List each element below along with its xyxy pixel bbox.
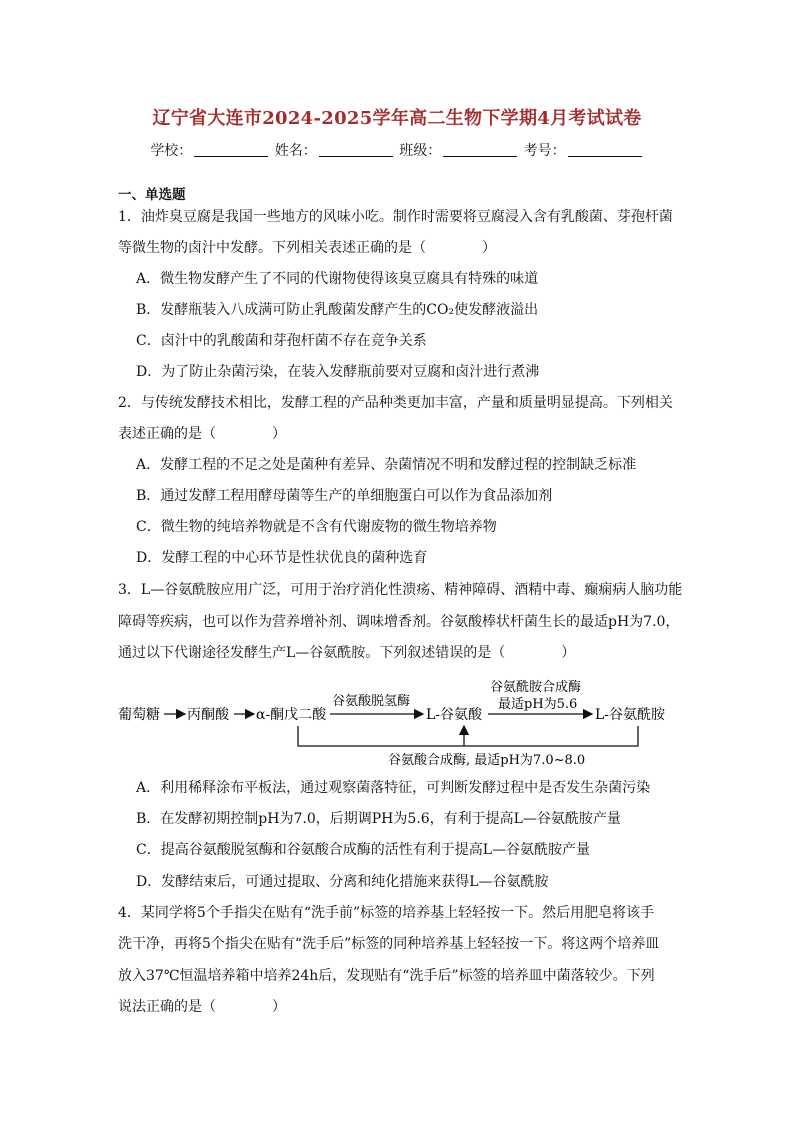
school-label: 学校： [150, 143, 193, 159]
question-2-option-d: D．发酵工程的中心环节是性状优良的菌种选育 [136, 550, 428, 566]
glutamine-node: L-谷氨酰胺 [595, 707, 666, 723]
question-3-option-b: B．在发酵初期控制pH为7.0，后期调PH为5.6，有利于提高L—谷氨酰胺产量 [136, 811, 621, 827]
question-1-line-2: 等微生物的卤汁中发酵。下列相关表述正确的是（ ） [118, 240, 496, 256]
class-label: 班级： [399, 143, 442, 159]
question-3-line-1: 3．L—谷氨酰胺应用广泛，可用于治疗消化性溃疡、精神障碍、酒精中毒、癫痫病人脑功能 [118, 582, 683, 598]
question-2-option-a: A．发酵工程的不足之处是菌种有差异、杂菌情况不明和发酵过程的控制缺乏标准 [136, 457, 637, 473]
question-4-line-1: 4．某同学将5个手指尖在贴有“洗手前”标签的培养基上轻轻按一下。然后用肥皂将该手 [118, 905, 655, 921]
student-info-line [0, 140, 794, 160]
name-label: 姓名： [274, 143, 317, 159]
exam-number-field[interactable] [568, 142, 642, 157]
section-heading: 一、单选题 [118, 187, 186, 203]
enzyme-glutamate-synthase-label: 谷氨酸合成酶, 最适pH为7.0~8.0 [388, 753, 586, 768]
name-field[interactable] [319, 142, 393, 157]
question-1-option-d: D．为了防止杂菌污染，在装入发酵瓶前要对豆腐和卤汁进行煮沸 [136, 364, 540, 380]
question-4-line-4: 说法正确的是（ ） [118, 999, 286, 1015]
question-1-line-1: 1．油炸臭豆腐是我国一些地方的风味小吃。制作时需要将豆腐浸入含有乳酸菌、芽孢杆菌 [118, 209, 673, 225]
glucose-node: 葡萄糖 [118, 707, 160, 723]
question-3-line-3: 通过以下代谢途径发酵生产L—谷氨酰胺。下列叙述错误的是（ ） [118, 645, 576, 661]
pyruvate-node: 丙酮酸 [187, 707, 229, 723]
exam-title: 辽宁省大连市2024-2025学年高二生物下学期4月考试试卷 [152, 108, 642, 129]
question-3-option-a: A．利用稀释涂布平板法，通过观察菌落特征，可判断发酵过程中是否发生杂菌污染 [136, 780, 651, 796]
question-3-option-c: C．提高谷氨酸脱氢酶和谷氨酸合成酶的活性有利于提高L—谷氨酰胺产量 [136, 842, 591, 858]
question-1-option-b: B．发酵瓶装入八成满可防止乳酸菌发酵产生的CO₂使发酵液溢出 [136, 302, 539, 318]
question-4-line-2: 洗干净，再将5个指尖在贴有“洗手后”标签的同种培养基上轻轻按一下。将这两个培养皿 [118, 936, 660, 952]
feedback-bracket [298, 726, 638, 746]
metabolic-pathway-diagram [118, 676, 678, 768]
question-2-line-2: 表述正确的是（ ） [118, 426, 286, 442]
question-1-option-c: C．卤汁中的乳酸菌和芽孢杆菌不存在竞争关系 [136, 333, 427, 349]
question-4-line-3: 放入37℃恒温培养箱中培养24h后，发现贴有“洗手后”标签的培养皿中菌落较少。下列 [118, 968, 655, 984]
alpha-ketoglutarate-node: α-酮戊二酸 [256, 707, 327, 723]
question-2-line-1: 2．与传统发酵技术相比，发酵工程的产品种类更加丰富，产量和质量明显提高。下列相关 [118, 395, 673, 411]
glutamate-node: L-谷氨酸 [426, 707, 483, 723]
enzyme-glutamate-dehydrogenase-label: 谷氨酸脱氢酶 [332, 694, 411, 709]
question-1-option-a: A．微生物发酵产生了不同的代谢物使得该臭豆腐具有特殊的味道 [136, 271, 539, 287]
question-2-option-c: C．微生物的纯培养物就是不含有代谢废物的微生物培养物 [136, 519, 497, 535]
school-field[interactable] [194, 142, 268, 157]
enzyme-glutamine-synthetase-ph-label: 最适pH为5.6 [498, 697, 578, 712]
question-2-option-b: B．通过发酵工程用酵母菌等生产的单细胞蛋白可以作为食品添加剂 [136, 488, 553, 504]
class-field[interactable] [443, 142, 517, 157]
exam-number-label: 考号： [523, 143, 566, 159]
question-3-option-d: D．发酵结束后，可通过提取、分离和纯化措施来获得L—谷氨酰胺 [136, 874, 549, 890]
question-3-line-2: 障碍等疾病，也可以作为营养增补剂、调味增香剂。谷氨酸棒状杆菌生长的最适pH为7.0， [118, 614, 680, 630]
enzyme-glutamine-synthetase-label: 谷氨酰胺合成酶 [490, 680, 582, 695]
